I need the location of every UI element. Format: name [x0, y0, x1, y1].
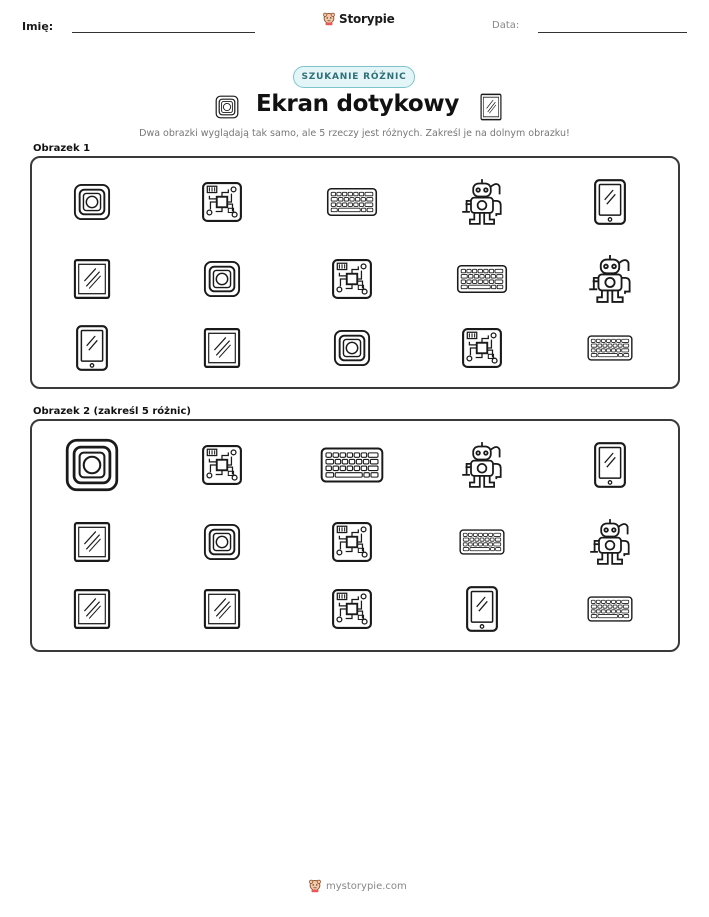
keyboard-icon — [328, 189, 377, 215]
circuit-board-icon[interactable] — [203, 446, 241, 484]
robot-icon[interactable] — [590, 519, 629, 564]
storypie-mascot-icon — [322, 12, 336, 26]
keyboard-icon[interactable] — [588, 597, 632, 621]
tablet-icon[interactable] — [595, 443, 625, 487]
keyboard-icon — [458, 266, 507, 292]
square-button-icon — [75, 185, 109, 219]
glass-screen-icon — [480, 93, 502, 121]
glass-screen-icon[interactable] — [75, 590, 109, 628]
circuit-board-icon[interactable] — [333, 523, 371, 561]
title-block — [210, 90, 500, 126]
activity-badge: SZUKANIE RÓŻNIC — [293, 66, 415, 88]
keyboard-icon — [588, 336, 632, 360]
tablet-icon — [595, 180, 625, 224]
picture1-label: Obrazek 1 — [33, 143, 91, 154]
date-field-line[interactable] — [538, 32, 687, 33]
glass-screen-icon[interactable] — [205, 590, 239, 628]
footer — [308, 879, 407, 893]
storypie-mascot-icon — [308, 879, 322, 893]
glass-screen-icon[interactable] — [75, 523, 109, 561]
picture2-grid[interactable] — [32, 421, 682, 654]
square-button-icon — [335, 331, 369, 365]
page-title: Ekran dotykowy — [256, 91, 460, 117]
name-field-line[interactable] — [72, 32, 255, 33]
circuit-board-icon — [463, 329, 501, 367]
glass-screen-icon — [75, 260, 109, 298]
keyboard-icon[interactable] — [460, 530, 504, 554]
picture1-grid — [32, 158, 682, 391]
footer-url: mystorypie.com — [326, 880, 407, 892]
brand — [322, 12, 395, 26]
square-button-icon[interactable] — [205, 525, 239, 559]
tablet-icon[interactable] — [467, 587, 497, 631]
worksheet-header — [0, 0, 709, 50]
square-button-icon[interactable] — [67, 440, 117, 490]
keyboard-icon[interactable] — [322, 448, 383, 481]
robot-icon — [589, 255, 629, 302]
date-label: Data: — [492, 20, 520, 31]
glass-screen-icon — [205, 329, 239, 367]
circuit-board-icon — [333, 260, 371, 298]
picture2-panel[interactable] — [30, 419, 680, 652]
picture1-panel — [30, 156, 680, 389]
picture2-label: Obrazek 2 (zakreśl 5 różnic) — [33, 406, 191, 417]
robot-icon — [462, 179, 501, 224]
circuit-board-icon — [203, 183, 241, 221]
tablet-icon — [77, 326, 107, 370]
circuit-board-icon[interactable] — [333, 590, 371, 628]
square-button-icon — [205, 262, 239, 296]
robot-icon[interactable] — [462, 442, 501, 487]
brand-name: Storypie — [339, 12, 395, 26]
name-label: Imię: — [22, 20, 54, 33]
square-button-icon — [215, 95, 239, 119]
instructions: Dwa obrazki wyglądają tak samo, ale 5 rzeczy jest różnych. Zakreśl je na dolnym obrazku! — [139, 128, 570, 139]
